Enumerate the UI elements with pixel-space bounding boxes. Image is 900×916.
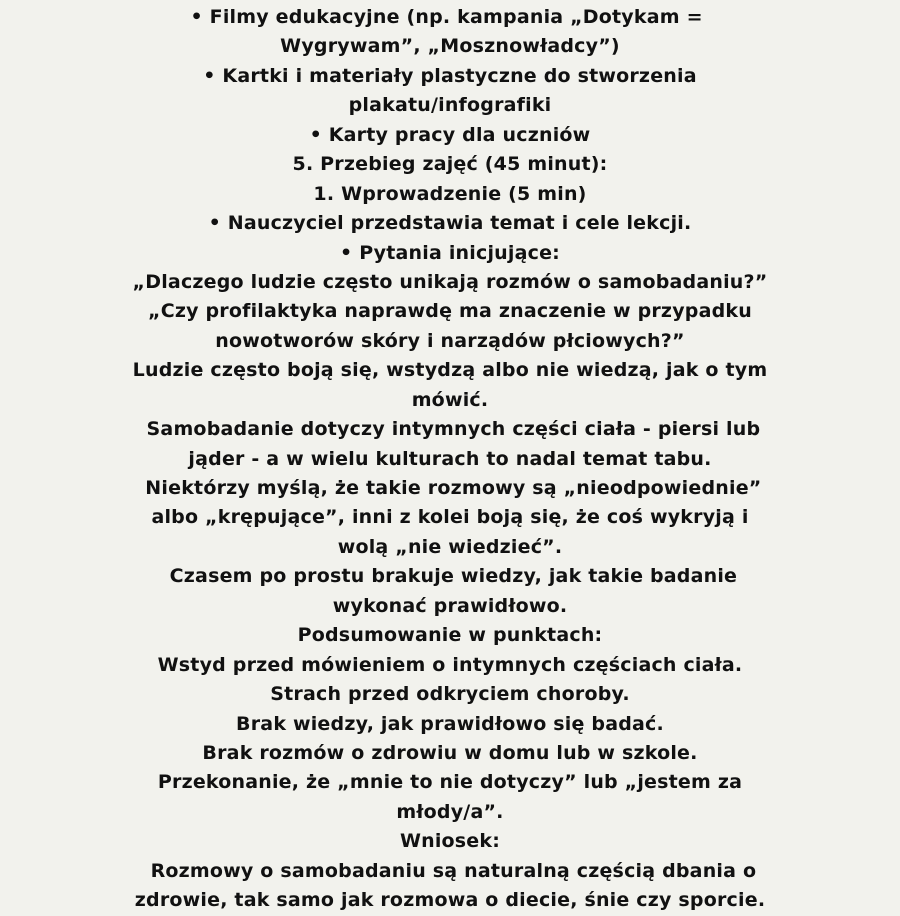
summary-point-knowledge: Brak wiedzy, jak prawidłowo się badać. bbox=[236, 712, 664, 735]
answer-paragraph-4-line2: wykonać prawidłowo. bbox=[332, 594, 568, 617]
summary-point-conversations: Brak rozmów o zdrowiu w domu lub w szkole. bbox=[202, 741, 698, 764]
question-2-line1: „Czy profilaktyka naprawdę ma znaczenie w przypadku bbox=[148, 300, 752, 323]
conclusion-text-line1: Rozmowy o samobadaniu są naturalną częścią dbania o bbox=[143, 859, 757, 882]
materials-item-poster-line2: plakatu/infografiki bbox=[348, 94, 552, 117]
summary-point-shame: Wstyd przed mówieniem o intymnych częściach ciała. bbox=[157, 653, 743, 676]
answer-paragraph-1-line1: Ludzie często boją się, wstydzą albo nie wiedzą, jak o tym bbox=[132, 359, 768, 382]
intro-bullet-questions: • Pytania inicjujące: bbox=[340, 241, 560, 264]
answer-paragraph-2-line2: jąder - a w wielu kulturach to nadal temat tabu. bbox=[188, 447, 712, 470]
conclusion-text-line2: zdrowie, tak samo jak rozmowa o diecie, śnie czy sporcie. bbox=[134, 889, 766, 912]
subsection-heading-introduction: 1. Wprowadzenie (5 min) bbox=[313, 182, 587, 205]
intro-bullet-teacher: • Nauczyciel przedstawia temat i cele lekcji. bbox=[208, 212, 692, 235]
summary-heading: Podsumowanie w punktach: bbox=[297, 624, 603, 647]
answer-paragraph-3-line1: Niektórzy myślą, że takie rozmowy są „nieodpowiednie” bbox=[138, 477, 762, 499]
answer-paragraph-1-line2: mówić. bbox=[411, 388, 489, 411]
question-2-line2: nowotworów skóry i narządów płciowych?” bbox=[215, 329, 685, 352]
summary-point-fear: Strach przed odkryciem choroby. bbox=[270, 683, 630, 706]
materials-item-films-line2: Wygrywam”, „Mosznowładcy”) bbox=[280, 35, 620, 58]
section-heading-lesson-flow: 5. Przebieg zajęć (45 minut): bbox=[292, 153, 608, 176]
summary-point-belief-line1: Przekonanie, że „mnie to nie dotyczy” lub „jestem za bbox=[157, 771, 743, 794]
materials-item-poster-line1: • Kartki i materiały plastyczne do stworzenia bbox=[203, 64, 697, 87]
answer-paragraph-4-line1: Czasem po prostu brakuje wiedzy, jak takie badanie bbox=[162, 565, 738, 588]
answer-paragraph-3-line2: albo „krępujące”, inni z kolei boją się, że coś wykryją i bbox=[151, 506, 749, 529]
summary-point-belief-line2: młody/a”. bbox=[396, 800, 504, 823]
materials-item-films-line1: • Filmy edukacyjne (np. kampania „Dotykam = bbox=[190, 6, 710, 28]
question-1: „Dlaczego ludzie często unikają rozmów o samobadaniu?” bbox=[132, 270, 768, 293]
answer-paragraph-3-line3: wolą „nie wiedzieć”. bbox=[337, 535, 563, 558]
conclusion-heading: Wniosek: bbox=[399, 830, 501, 853]
answer-paragraph-2-line1: Samobadanie dotyczy intymnych części ciała - piersi lub bbox=[139, 418, 761, 441]
materials-item-worksheets: • Karty pracy dla uczniów bbox=[309, 123, 591, 146]
